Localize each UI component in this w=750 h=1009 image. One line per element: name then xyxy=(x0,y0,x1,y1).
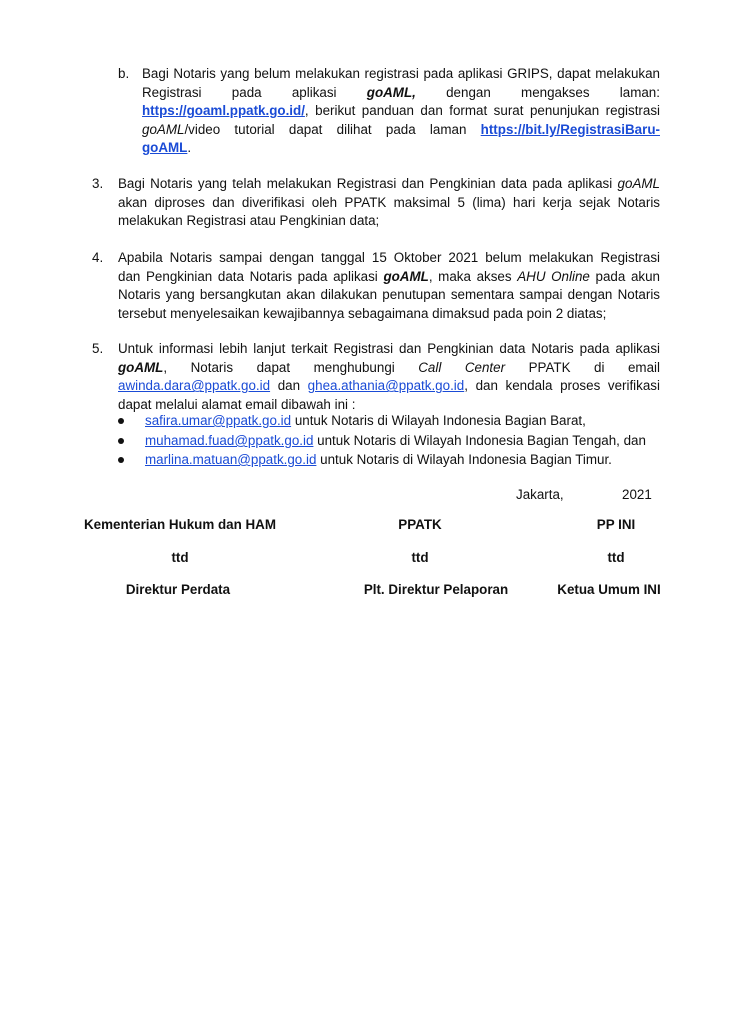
goaml-site-link[interactable]: https://goaml.ppatk.go.id/ xyxy=(142,103,305,119)
item-b-line-2: Registrasi pada aplikasi goAML, dengan mengakses laman: xyxy=(142,84,660,100)
bullet-dot-icon xyxy=(118,418,124,424)
list-item: muhamad.fuad@ppatk.go.id untuk Notaris di Wilayah Indonesia Bagian Tengah, dan xyxy=(145,433,646,448)
registrasi-baru-link-continued[interactable]: goAML xyxy=(142,140,188,156)
email-link-muhamad[interactable]: muhamad.fuad@ppatk.go.id xyxy=(145,433,314,448)
email-link-marlina[interactable]: marlina.matuan@ppatk.go.id xyxy=(145,452,317,467)
item-b-line-5: goAML. xyxy=(142,140,192,156)
email-link-awinda[interactable]: awinda.dara@ppatk.go.id xyxy=(118,378,271,394)
item-5-line-4: dapat melalui alamat email dibawah ini : xyxy=(118,396,356,412)
bullet-dot-icon xyxy=(118,438,124,444)
item-3-line-3: melakukan Registrasi atau Pengkinian data; xyxy=(118,213,380,229)
signatory-org-ppini: PP INI xyxy=(596,517,636,532)
item-4-line-1: Apabila Notaris sampai dengan tanggal 15 Oktober 2021 belum melakukan Registrasi xyxy=(118,250,660,265)
signatory-title-ppatk: Plt. Direktur Pelaporan xyxy=(363,582,509,597)
signatory-org-kemenkumham: Kementerian Hukum dan HAM xyxy=(84,517,276,532)
signatory-title-ppini: Ketua Umum INI xyxy=(557,582,661,597)
item-4-paragraph xyxy=(118,249,660,323)
bullet-dot-icon xyxy=(118,457,124,463)
item-b-line-3: https://goaml.ppatk.go.id/, berikut panduan dan format surat penunjukan registrasi xyxy=(142,103,660,119)
item-4-line-4: tersebut menyelesaikan kewajibannya sebagaimana dimaksud pada poin 2 diatas; xyxy=(118,305,607,321)
item-5-paragraph xyxy=(118,340,660,414)
registrasi-baru-link[interactable]: https://bit.ly/RegistrasiBaru- xyxy=(480,121,660,137)
email-link-safira[interactable]: safira.umar@ppatk.go.id xyxy=(145,413,292,428)
year-text: 2021 xyxy=(622,487,652,502)
item-b-paragraph xyxy=(142,65,660,158)
goaml-term: goAML, xyxy=(366,84,416,100)
signatory-org-ppatk: PPATK xyxy=(398,517,442,532)
item-3-paragraph xyxy=(118,175,660,231)
signatory-sign-kemenkumham: ttd xyxy=(171,550,189,565)
item-5-line-1: Untuk informasi lebih lanjut terkait Registrasi dan Pengkinian data Notaris pada aplikasi xyxy=(118,341,660,356)
item-b-line-1: Bagi Notaris yang belum melakukan registrasi pada aplikasi GRIPS, dapat melakukan xyxy=(142,66,660,81)
item-3-line-1: Bagi Notaris yang telah melakukan Registrasi dan Pengkinian data pada aplikasi goAML xyxy=(118,176,660,191)
item-b-line-4: goAML/video tutorial dapat dilihat pada laman https://bit.ly/RegistrasiBaru- xyxy=(142,121,660,137)
place-text: Jakarta, xyxy=(516,487,564,502)
item-4-line-3: Notaris yang bersangkutan akan dilakukan penutupan sementara sampai dengan Notaris xyxy=(118,287,660,303)
item-5-line-3: awinda.dara@ppatk.go.id dan ghea.athania@ppatk.go.id, dan kendala proses verifikasi xyxy=(118,378,660,394)
item-5-line-2: goAML, Notaris dapat menghubungi Call Center PPATK di email xyxy=(118,359,660,375)
list-item: safira.umar@ppatk.go.id untuk Notaris di Wilayah Indonesia Bagian Barat, xyxy=(145,413,586,428)
signatory-title-kemenkumham: Direktur Perdata xyxy=(125,582,231,597)
item-5-marker: 5. xyxy=(92,341,104,356)
item-4-marker: 4. xyxy=(92,250,104,265)
item-3-line-2: akan diproses dan diverifikasi oleh PPATK maksimal 5 (lima) hari kerja sejak Notaris xyxy=(118,194,660,210)
signatory-sign-ppini: ttd xyxy=(607,550,625,565)
item-4-line-2: dan Pengkinian data Notaris pada aplikasi goAML, maka akses AHU Online pada akun xyxy=(118,268,660,284)
item-3-marker: 3. xyxy=(92,176,104,191)
item-b-marker: b. xyxy=(118,66,130,81)
list-item: marlina.matuan@ppatk.go.id untuk Notaris di Wilayah Indonesia Bagian Timur. xyxy=(145,452,612,467)
email-link-ghea[interactable]: ghea.athania@ppatk.go.id xyxy=(307,378,465,394)
signatory-sign-ppatk: ttd xyxy=(411,550,429,565)
